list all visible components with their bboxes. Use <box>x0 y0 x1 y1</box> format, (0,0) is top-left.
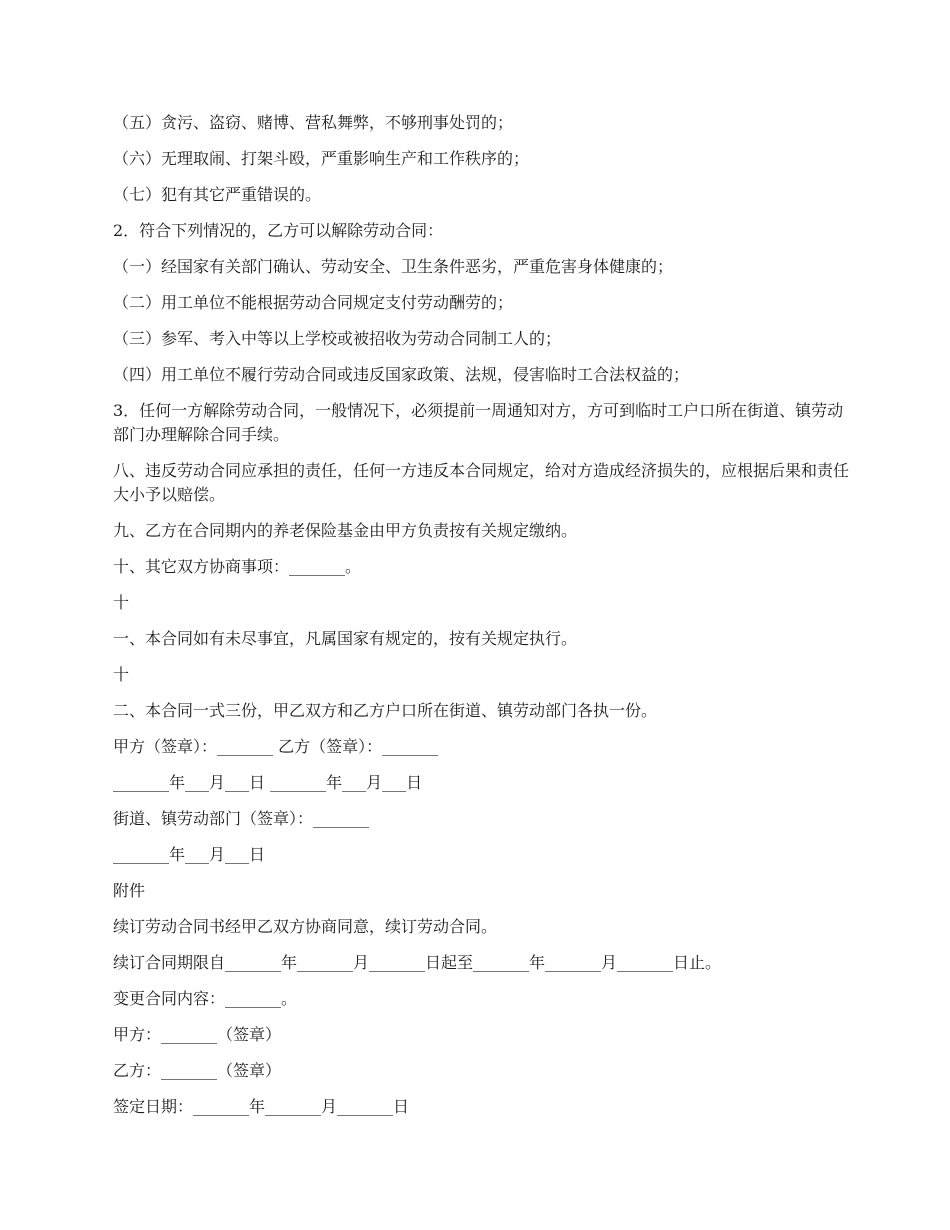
signing-date: 签定日期：_______年_______月_______日 <box>113 1097 410 1116</box>
clause-5-embezzlement: （五）贪污、盗窃、赌博、营私舞弊，不够刑事处罚的； <box>113 113 514 132</box>
clause-3-military-school: （三）参军、考入中等以上学校或被招收为劳动合同制工人的； <box>113 329 562 348</box>
date-line-labor-dept: _______年___月___日 <box>113 845 266 864</box>
article-8-liability: 八、违反劳动合同应承担的责任，任何一方违反本合同规定，给对方造成经济损失的，应根据后果和责任大小予以赔偿。 <box>113 461 850 504</box>
date-line-parties: _______年___月___日 _______年___月___日 <box>113 773 423 792</box>
article-12-prefix: 十 <box>113 665 130 684</box>
clause-6-disorder: （六）无理取闹、打架斗殴，严重影响生产和工作秩序的； <box>113 149 530 168</box>
article-10-other-matters: 十、其它双方协商事项：_______。 <box>113 557 362 576</box>
clause-2-unpaid-wages: （二）用工单位不能根据劳动合同规定支付劳动酬劳的； <box>113 293 514 312</box>
article-11-text: 一、本合同如有未尽事宜，凡属国家有规定的，按有关规定执行。 <box>113 629 578 648</box>
attachment-heading: 附件 <box>113 881 146 900</box>
clause-7-other-errors: （七）犯有其它严重错误的。 <box>113 185 322 204</box>
party-a-signature: 甲方：_______（签章） <box>113 1025 282 1044</box>
section-2-heading: 2．符合下列情况的，乙方可以解除劳动合同： <box>113 221 444 240</box>
article-11-prefix: 十 <box>113 593 130 612</box>
clause-1-unsafe-conditions: （一）经国家有关部门确认、劳动安全、卫生条件恶劣，严重危害身体健康的； <box>113 257 674 276</box>
party-b-signature: 乙方：_______（签章） <box>113 1061 282 1080</box>
contract-changes: 变更合同内容：_______。 <box>113 989 298 1008</box>
signature-line-labor-dept: 街道、镇劳动部门（签章）：_______ <box>113 809 370 828</box>
renewal-period: 续订合同期限自_______年_______月_______日起至_______年_______月_______日止。 <box>113 953 722 972</box>
renewal-statement: 续订劳动合同书经甲乙双方协商同意，续订劳动合同。 <box>113 917 498 936</box>
article-12-text: 二、本合同一式三份，甲乙双方和乙方户口所在街道、镇劳动部门各执一份。 <box>113 701 658 720</box>
signature-line-parties: 甲方（签章）：_______ 乙方（签章）：_______ <box>113 737 439 756</box>
clause-4-breach: （四）用工单位不履行劳动合同或违反国家政策、法规，侵害临时工合法权益的； <box>113 365 690 384</box>
article-9-pension: 九、乙方在合同期内的养老保险基金由甲方负责按有关规定缴纳。 <box>113 521 578 540</box>
section-3-notice: 3．任何一方解除劳动合同，一般情况下，必须提前一周通知对方，方可到临时工户口所在街道、镇劳动部门办理解除合同手续。 <box>113 401 844 444</box>
